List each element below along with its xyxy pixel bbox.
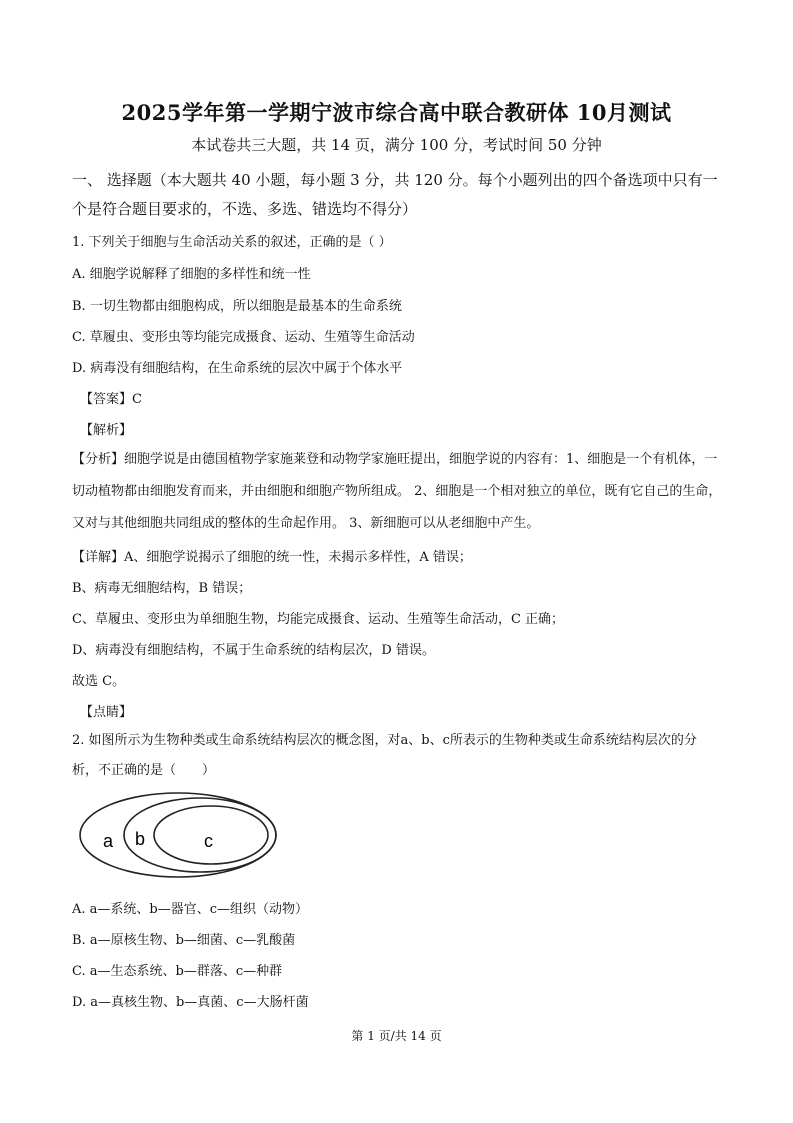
diagram-label-b: b [135,829,146,849]
diagram-label-a: a [103,831,114,851]
question-1-detail-b: B、病毒无细胞结构，B 错误； [72,581,252,596]
question-2-option-d: D. a—真核生物、b—真菌、c—大肠杆菌 [72,995,309,1010]
section-heading: 一、 选择题（本大题共 40 小题，每小题 3 分，共 120 分。每个小题列出的四个备选项中只有一个是符合题目要求的，不选、多选、错选均不得分） [72,171,718,218]
page-number: 第 1 页/共 14 页 [351,1029,442,1043]
question-1-answer: 【答案】C [80,392,142,407]
question-2-stem: 2. 如图所示为生物种类或生命系统结构层次的概念图，对a、b、c所表示的生物种类或生命系统结构层次的分析，不正确的是（ ） [72,733,697,778]
question-2-option-b: B. a—原核生物、b—细菌、c—乳酸菌 [72,933,296,948]
question-1-detail-a: 【详解】A、细胞学说揭示了细胞的统一性，未揭示多样性，A 错误； [72,550,472,565]
question-1-option-d: D. 病毒没有细胞结构，在生命系统的层次中属于个体水平 [72,361,403,376]
question-1-tips: 【点睛】 [80,705,133,720]
question-2-option-c: C. a—生态系统、b—群落、c—种群 [72,964,283,979]
question-1-option-c: C. 草履虫、变形虫等均能完成摄食、运动、生殖等生命活动 [72,330,415,345]
question-1-stem: 1. 下列关于细胞与生命活动关系的叙述，正确的是（ ） [72,235,392,250]
concept-diagram [78,790,278,880]
ellipse-b [124,798,276,872]
question-2-option-a: A. a—系统、b—器官、c—组织（动物） [72,902,309,917]
question-1-detail-c: C、草履虫、变形虫为单细胞生物，均能完成摄食、运动、生殖等生命活动，C 正确； [72,612,565,627]
page-title: 2025学年第一学期宁波市综合高中联合教研体 10月测试 [121,100,672,125]
question-1-detail-d: D、病毒没有细胞结构，不属于生命系统的结构层次，D 错误。 [72,643,435,658]
diagram-label-c: c [204,831,213,851]
question-1-analysis: 【分析】细胞学说是由德国植物学家施莱登和动物学家施旺提出，细胞学说的内容有：1、细胞是一个有机体，一切动植物都由细胞发育而来，并由细胞和细胞产物所组成。 2、细胞是一个相对独立的单位，既有它自己的生命，又对与其他细胞共同组成的整体的生命起作用。 3、新细胞可以从老细胞中产生。 [72,452,722,531]
question-1-conclusion: 故选 C。 [72,674,126,689]
exam-info: 本试卷共三大题，共 14 页，满分 100 分，考试时间 50 分钟 [191,136,602,154]
question-1-analysis-label: 【解析】 [80,423,133,438]
question-1-option-b: B. 一切生物都由细胞构成，所以细胞是最基本的生命系统 [72,299,402,314]
question-1-option-a: A. 细胞学说解释了细胞的多样性和统一性 [72,267,311,282]
